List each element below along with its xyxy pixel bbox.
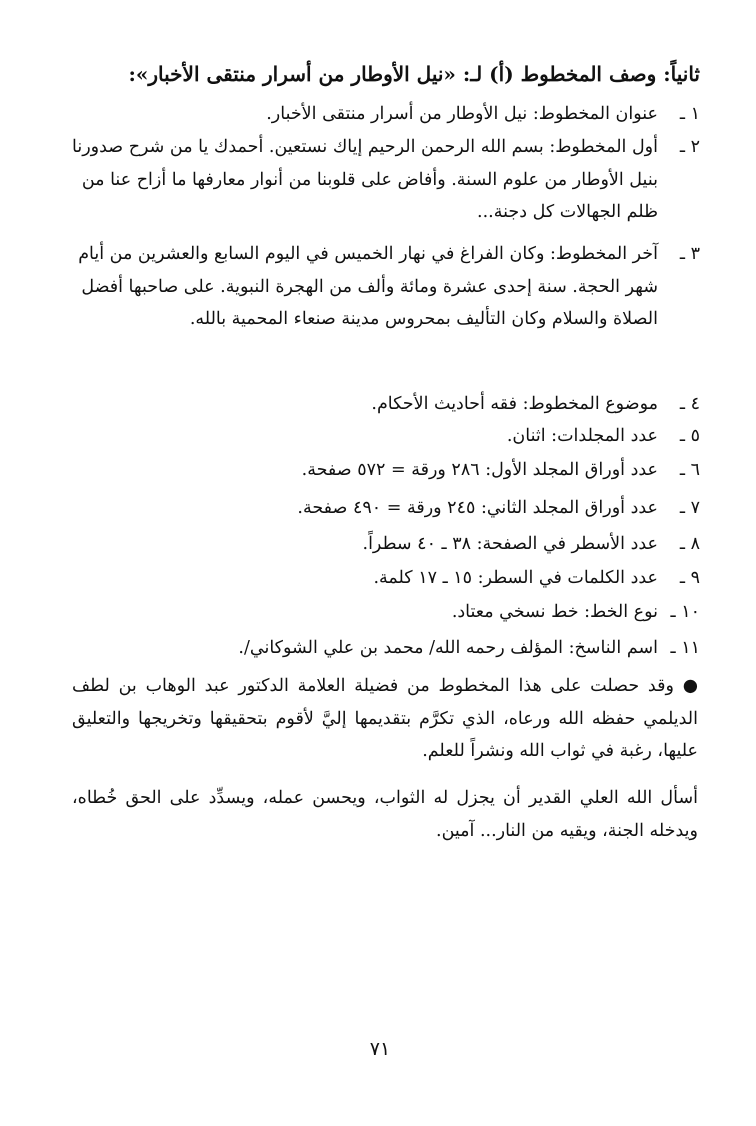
item-number: ٤ ـ [679, 394, 700, 414]
item-text: آخر المخطوط: وكان الفراغ في نهار الخميس في اليوم السابع والعشرين من أيام شهر الحجة. سنة إحدى عشرة ومائة وألف من الهجرة النبوية. على صاحبها أفضل الصلاة والسلام وكان التأليف بمحروس مدينة صنعاء المحمية بالله. [78, 244, 658, 329]
item-number: ١١ ـ [670, 638, 700, 658]
item-number: ٦ ـ [679, 460, 700, 480]
item-text: عدد الأسطر في الصفحة: ٣٨ ـ ٤٠ سطراً. [362, 534, 658, 554]
list-item-2 [70, 131, 700, 229]
item-text: اسم الناسخ: المؤلف رحمه الله/ محمد بن علي الشوكاني/. [238, 638, 658, 658]
item-text: عدد أوراق المجلد الثاني: ٢٤٥ ورقة = ٤٩٠ صفحة. [297, 498, 658, 518]
item-number: ١٠ ـ [670, 602, 700, 622]
item-text: أول المخطوط: بسم الله الرحمن الرحيم إياك نستعين. أحمدك يا من شرح صدورنا بنيل الأوطار من علوم السنة. وأفاض على قلوبنا من أنوار معارفها ما أزاح عنا من ظلم الجهالات كل دجنة... [72, 137, 658, 222]
list-item-1 [70, 98, 700, 131]
item-text: عنوان المخطوط: نيل الأوطار من أسرار منتقى الأخبار. [266, 104, 658, 124]
list-item-5 [70, 420, 700, 453]
section-heading: ثانياً: وصف المخطوط (أ) لـ: «نيل الأوطار من أسرار منتقى الأخبار»: [128, 62, 700, 86]
item-number: ١ ـ [679, 104, 700, 124]
list-item-9 [70, 562, 700, 595]
list-item-8 [70, 528, 700, 561]
item-text: عدد المجلدات: اثنان. [506, 426, 658, 446]
list-item-4 [70, 388, 700, 421]
item-number: ٨ ـ [679, 534, 700, 554]
item-text: عدد أوراق المجلد الأول: ٢٨٦ ورقة = ٥٧٢ صفحة. [301, 460, 658, 480]
item-text: عدد الكلمات في السطر: ١٥ ـ ١٧ كلمة. [373, 568, 658, 588]
item-number: ٧ ـ [679, 498, 700, 518]
list-item-10 [70, 596, 700, 629]
item-text: موضوع المخطوط: فقه أحاديث الأحكام. [371, 394, 658, 414]
item-number: ٩ ـ [679, 568, 700, 588]
page-number: ٧١ [369, 1038, 391, 1060]
list-item-6 [70, 454, 700, 487]
list-item-11 [70, 632, 700, 665]
closing-prayer-paragraph: أسأل الله العلي القدير أن يجزل له الثواب، ويحسن عمله، ويسدِّد على الحق خُطاه، ويدخله الجنة، ويقيه من النار... آمين. [72, 788, 698, 841]
item-number: ٥ ـ [679, 426, 700, 446]
list-item-3 [70, 238, 700, 336]
item-number: ٣ ـ [679, 244, 700, 264]
list-item-7 [70, 492, 700, 525]
acknowledgement-paragraph: ● وقد حصلت على هذا المخطوط من فضيلة العلامة الدكتور عبد الوهاب بن لطف الديلمي حفظه الله ورعاه، الذي تكرَّم بتقديمها إليَّ لأقوم بتحقيقها وتخريجها والتعليق عليها، رغبة في ثواب الله ونشراً للعلم. [72, 676, 698, 761]
item-number: ٢ ـ [679, 137, 700, 157]
item-text: نوع الخط: خط نسخي معتاد. [451, 602, 658, 622]
